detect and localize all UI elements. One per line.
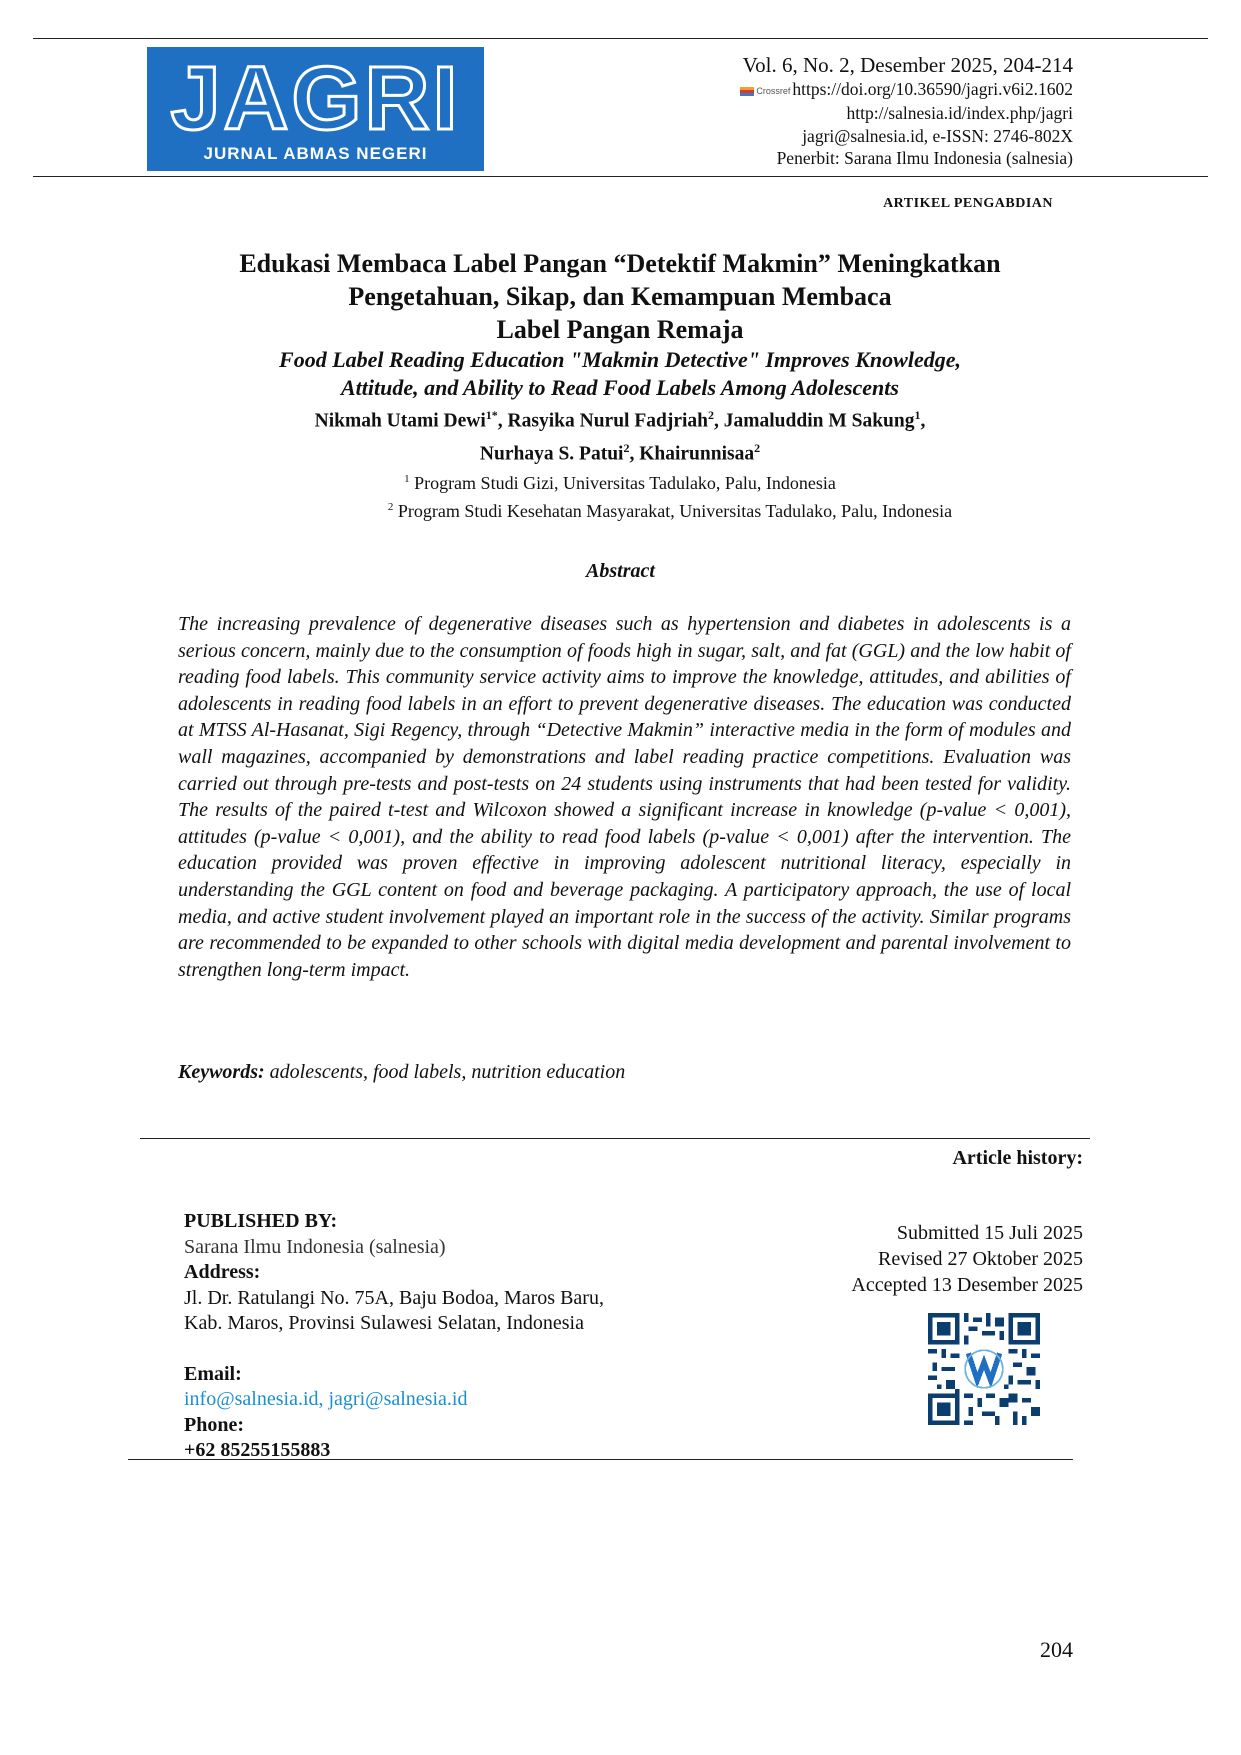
revised-date: Revised 27 Oktober 2025: [878, 1248, 1083, 1270]
keywords-value: adolescents, food labels, nutrition education: [269, 1061, 626, 1083]
article-history-heading: Article history:: [952, 1147, 1083, 1169]
address-line-1: Jl. Dr. Ratulangi No. 75A, Baju Bodoa, Maros Baru,: [184, 1286, 604, 1309]
author-name: Jamaluddin M Sakung: [723, 410, 915, 432]
publisher-name: Sarana Ilmu Indonesia (salnesia): [184, 1235, 446, 1258]
abstract-heading: Abstract: [586, 560, 655, 582]
qr-code-icon: [928, 1313, 1040, 1425]
doi-link[interactable]: https://doi.org/10.36590/jagri.v6i2.1602: [792, 79, 1073, 99]
keywords: [178, 1061, 625, 1084]
header-bottom-rule: [33, 176, 1208, 177]
author-name: Nikmah Utami Dewi: [314, 410, 486, 432]
phone-label: Phone:: [184, 1413, 244, 1436]
journal-url[interactable]: http://salnesia.id/index.php/jagri: [846, 103, 1073, 124]
author-name: Khairunnisaa: [639, 443, 755, 464]
title-id-line-2: Pengetahuan, Sikap, dan Kemampuan Membaca: [348, 282, 892, 311]
history-dates: [851, 1220, 1083, 1298]
journal-publisher: Penerbit: Sarana Ilmu Indonesia (salnesia): [776, 148, 1073, 169]
published-by-label: PUBLISHED BY:: [184, 1210, 338, 1232]
title-en-line-1: Food Label Reading Education "Makmin Detective" Improves Knowledge,: [279, 347, 961, 372]
title-id-line-1: Edukasi Membaca Label Pangan “Detektif Makmin” Meningkatkan: [239, 249, 1001, 278]
journal-header-info: [740, 53, 1073, 170]
email-link[interactable]: info@salnesia.id, jagri@salnesia.id: [184, 1388, 468, 1410]
affiliation-2: $^2$ Program Studi Kesehatan Masyarakat, Universitas Tadulako, Palu, Indonesia: [387, 501, 953, 521]
publisher-box: [184, 1209, 604, 1464]
header-top-rule: [33, 38, 1208, 39]
article-type: ARTIKEL PENGABDIAN: [883, 196, 1053, 211]
crossref-icon: Crossref: [740, 80, 790, 103]
title-id-line-3: Label Pangan Remaja: [496, 315, 744, 344]
logo-sub-text: JURNAL ABMAS NEGERI: [203, 144, 428, 163]
page-number: 204: [1040, 1637, 1073, 1662]
phone-value: +62 85255155883: [184, 1439, 331, 1461]
address-label: Address:: [184, 1261, 261, 1283]
history-bottom-rule: [128, 1459, 1073, 1460]
abstract-text: The increasing prevalence of degenerative diseases such as hypertension and diabetes in adolescents is a serious concern, mainly due to the consumption of foods high in sugar, salt, and fat (GGL) and the low habit of reading food labels. This community service activity aims to improve the knowledge, attitudes, and abilities of adolescents in reading food labels in an effort to prevent degenerative diseases. The education was conducted at MTSS Al-Hasanat, Sigi Regency, through “Detective Makmin” interactive media in the form of modules and wall magazines, accompanied by demonstrations and label reading practice competitions. Evaluation was carried out through pre-tests and post-tests on 24 students using instruments that had been tested for validity. The results of the paired t-test and Wilcoxon showed a significant increase in knowledge (p-value < 0,001), attitudes (p-value < 0,001), and the ability to read food labels (p-value < 0,001) after the intervention. The education provided was proven effective in improving adolescent nutritional literacy, especially in understanding the GGL content on food and beverage packaging. A participatory approach, the use of local media, and active student involvement played an important role in the success of the activity. Similar programs are recommended to be expanded to other schools with digital media development and parental involvement to strengthen long-term impact.: [178, 613, 1071, 981]
journal-email-issn: jagri@salnesia.id, e-ISSN: 2746-802X: [802, 125, 1073, 146]
history-top-rule: [140, 1138, 1090, 1139]
email-label: Email:: [184, 1362, 242, 1385]
address-line-2: Kab. Maros, Provinsi Sulawesi Selatan, Indonesia: [184, 1312, 584, 1334]
author-name: Nurhaya S. Patui: [479, 443, 624, 464]
logo-main-text: JAGRI: [170, 49, 461, 149]
title-en-line-2: Attitude, and Ability to Read Food Labels Among Adolescents: [341, 375, 899, 400]
journal-volume: Vol. 6, No. 2, Desember 2025, 204-214: [742, 53, 1073, 77]
authors-line-1: Nikmah Utami Dewi$^{1*}$, Rasyika Nurul Fadjriah$^2$, Jamaluddin M Sakung$^1$,: [314, 408, 926, 432]
submitted-date: Submitted 15 Juli 2025: [896, 1222, 1083, 1244]
doi-line: [740, 78, 1073, 102]
keywords-label: Keywords:: [178, 1061, 265, 1083]
journal-logo: [147, 47, 484, 171]
title-block: [120, 247, 1120, 523]
affiliation-1: $^1$ Program Studi Gizi, Universitas Tadulako, Palu, Indonesia: [404, 473, 836, 493]
accepted-date: Accepted 13 Desember 2025: [851, 1274, 1083, 1296]
author-name: Rasyika Nurul Fadjriah: [507, 410, 708, 432]
authors-line-2: Nurhaya S. Patui$^2$, Khairunnisaa$^2$: [479, 440, 761, 464]
